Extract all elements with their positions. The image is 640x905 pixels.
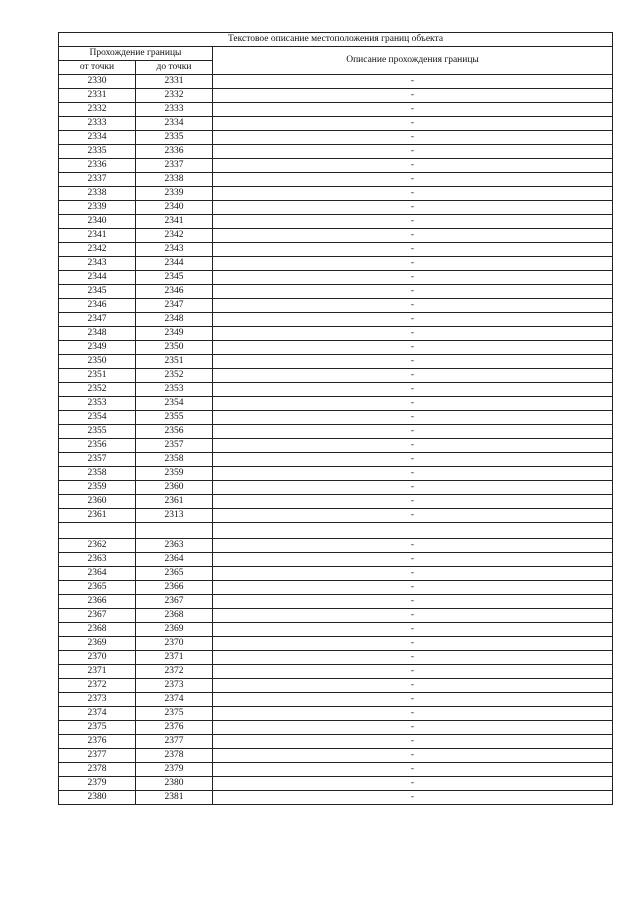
table-row [59,679,613,693]
table-row [59,749,613,763]
to-point-cell: 2379 [136,763,213,777]
blank-separator-row [59,523,613,539]
description-cell: - [213,411,613,425]
to-point-cell: 2331 [136,75,213,89]
to-point-cell: 2376 [136,721,213,735]
from-point-cell: 2370 [59,651,136,665]
to-point-cell: 2338 [136,173,213,187]
from-point-cell: 2358 [59,467,136,481]
from-point-cell: 2356 [59,439,136,453]
from-point-cell: 2331 [59,89,136,103]
from-point-cell: 2347 [59,313,136,327]
to-point-cell: 2355 [136,411,213,425]
table-caption: Текстовое описание местоположения границ объекта [59,33,613,47]
description-cell: - [213,257,613,271]
description-header: Описание прохождения границы [213,47,613,75]
from-point-cell: 2344 [59,271,136,285]
to-point-cell: 2339 [136,187,213,201]
table-row [59,75,613,89]
from-point-cell: 2371 [59,665,136,679]
to-point-cell: 2368 [136,609,213,623]
to-point-cell: 2349 [136,327,213,341]
to-point-cell: 2371 [136,651,213,665]
table-row [59,187,613,201]
to-point-cell: 2332 [136,89,213,103]
to-point-cell: 2344 [136,257,213,271]
description-cell: - [213,763,613,777]
from-point-cell: 2332 [59,103,136,117]
from-point-cell: 2378 [59,763,136,777]
table-row [59,735,613,749]
to-point-cell: 2340 [136,201,213,215]
to-point-cell: 2334 [136,117,213,131]
table-row [59,495,613,509]
description-cell: - [213,595,613,609]
table-row [59,355,613,369]
table-row [59,509,613,523]
description-cell: - [213,693,613,707]
table-row [59,229,613,243]
table-row [59,313,613,327]
from-point-cell: 2364 [59,567,136,581]
to-point-cell: 2358 [136,453,213,467]
from-point-cell: 2354 [59,411,136,425]
from-point-cell: 2345 [59,285,136,299]
table-row [59,327,613,341]
from-point-header: от точки [59,61,136,75]
table-row [59,117,613,131]
description-cell: - [213,201,613,215]
table-row [59,243,613,257]
from-point-cell: 2375 [59,721,136,735]
from-point-cell: 2372 [59,679,136,693]
description-cell: - [213,707,613,721]
rows-part-2 [59,539,613,805]
table-row [59,553,613,567]
description-cell: - [213,509,613,523]
from-point-cell: 2330 [59,75,136,89]
from-point-cell: 2335 [59,145,136,159]
description-cell: - [213,651,613,665]
to-point-cell: 2347 [136,299,213,313]
to-point-cell: 2367 [136,595,213,609]
table-row [59,721,613,735]
to-point-cell: 2372 [136,665,213,679]
to-point-cell: 2353 [136,383,213,397]
to-point-cell: 2361 [136,495,213,509]
table-row [59,173,613,187]
description-cell: - [213,285,613,299]
to-point-cell: 2363 [136,539,213,553]
to-point-cell: 2350 [136,341,213,355]
description-cell: - [213,103,613,117]
blank-cell [213,523,613,539]
table-row [59,341,613,355]
table-row [59,285,613,299]
from-point-cell: 2355 [59,425,136,439]
to-point-cell: 2356 [136,425,213,439]
table-row [59,595,613,609]
table-row [59,707,613,721]
table-row [59,637,613,651]
to-point-cell: 2370 [136,637,213,651]
description-cell: - [213,623,613,637]
description-cell: - [213,243,613,257]
description-cell: - [213,313,613,327]
to-point-cell: 2365 [136,567,213,581]
description-cell: - [213,299,613,313]
to-point-cell: 2336 [136,145,213,159]
description-cell: - [213,439,613,453]
from-point-cell: 2352 [59,383,136,397]
table-row [59,763,613,777]
table-row [59,453,613,467]
description-cell: - [213,777,613,791]
to-point-cell: 2348 [136,313,213,327]
table-row [59,411,613,425]
description-cell: - [213,271,613,285]
from-point-cell: 2336 [59,159,136,173]
description-cell: - [213,735,613,749]
description-cell: - [213,215,613,229]
to-point-cell: 2374 [136,693,213,707]
to-point-cell: 2366 [136,581,213,595]
blank-cell [59,523,136,539]
table-row [59,567,613,581]
to-point-cell: 2357 [136,439,213,453]
to-point-cell: 2341 [136,215,213,229]
description-cell: - [213,89,613,103]
to-point-cell: 2343 [136,243,213,257]
table-row [59,215,613,229]
to-point-cell: 2335 [136,131,213,145]
table-row [59,257,613,271]
to-point-cell: 2337 [136,159,213,173]
table-row [59,439,613,453]
description-cell: - [213,355,613,369]
to-point-cell: 2359 [136,467,213,481]
description-cell: - [213,145,613,159]
table-row [59,665,613,679]
description-cell: - [213,229,613,243]
to-point-cell: 2380 [136,777,213,791]
table-row [59,609,613,623]
table-row [59,369,613,383]
to-point-header: до точки [136,61,213,75]
blank-cell [136,523,213,539]
from-point-cell: 2350 [59,355,136,369]
description-cell: - [213,117,613,131]
to-point-cell: 2313 [136,509,213,523]
from-point-cell: 2341 [59,229,136,243]
table-row [59,581,613,595]
description-cell: - [213,637,613,651]
table-row [59,623,613,637]
description-cell: - [213,159,613,173]
from-point-cell: 2376 [59,735,136,749]
table-row [59,271,613,285]
description-cell: - [213,609,613,623]
description-cell: - [213,539,613,553]
description-cell: - [213,495,613,509]
description-cell: - [213,425,613,439]
from-point-cell: 2348 [59,327,136,341]
to-point-cell: 2378 [136,749,213,763]
rows-part-1 [59,75,613,523]
boundary-description-table [58,32,613,805]
to-point-cell: 2381 [136,791,213,805]
from-point-cell: 2362 [59,539,136,553]
from-point-cell: 2369 [59,637,136,651]
description-cell: - [213,397,613,411]
to-point-cell: 2346 [136,285,213,299]
description-cell: - [213,567,613,581]
from-point-cell: 2374 [59,707,136,721]
table-row [59,103,613,117]
from-point-cell: 2361 [59,509,136,523]
table-row [59,131,613,145]
from-point-cell: 2351 [59,369,136,383]
from-point-cell: 2379 [59,777,136,791]
description-cell: - [213,467,613,481]
description-cell: - [213,749,613,763]
table-row [59,201,613,215]
description-cell: - [213,75,613,89]
table-row [59,481,613,495]
to-point-cell: 2354 [136,397,213,411]
from-point-cell: 2349 [59,341,136,355]
from-point-cell: 2334 [59,131,136,145]
table-row [59,539,613,553]
table-row [59,693,613,707]
table-row [59,467,613,481]
description-cell: - [213,383,613,397]
description-cell: - [213,327,613,341]
table-row [59,397,613,411]
table-row [59,791,613,805]
description-cell: - [213,581,613,595]
description-cell: - [213,665,613,679]
separator-section [59,523,613,539]
from-point-cell: 2340 [59,215,136,229]
to-point-cell: 2364 [136,553,213,567]
from-point-cell: 2353 [59,397,136,411]
description-cell: - [213,453,613,467]
table-row [59,425,613,439]
to-point-cell: 2333 [136,103,213,117]
from-point-cell: 2380 [59,791,136,805]
to-point-cell: 2345 [136,271,213,285]
description-cell: - [213,173,613,187]
description-cell: - [213,679,613,693]
description-cell: - [213,369,613,383]
passage-header: Прохождение границы [59,47,213,61]
from-point-cell: 2338 [59,187,136,201]
from-point-cell: 2359 [59,481,136,495]
description-cell: - [213,481,613,495]
description-cell: - [213,341,613,355]
table-row [59,651,613,665]
table-row [59,383,613,397]
description-cell: - [213,721,613,735]
table-row [59,777,613,791]
description-cell: - [213,553,613,567]
from-point-cell: 2333 [59,117,136,131]
from-point-cell: 2343 [59,257,136,271]
table-row [59,159,613,173]
from-point-cell: 2342 [59,243,136,257]
to-point-cell: 2352 [136,369,213,383]
from-point-cell: 2337 [59,173,136,187]
to-point-cell: 2373 [136,679,213,693]
table-row [59,299,613,313]
description-cell: - [213,131,613,145]
from-point-cell: 2367 [59,609,136,623]
from-point-cell: 2346 [59,299,136,313]
from-point-cell: 2357 [59,453,136,467]
to-point-cell: 2377 [136,735,213,749]
table-row [59,145,613,159]
from-point-cell: 2377 [59,749,136,763]
description-cell: - [213,791,613,805]
from-point-cell: 2365 [59,581,136,595]
to-point-cell: 2375 [136,707,213,721]
to-point-cell: 2351 [136,355,213,369]
from-point-cell: 2360 [59,495,136,509]
to-point-cell: 2360 [136,481,213,495]
from-point-cell: 2373 [59,693,136,707]
to-point-cell: 2342 [136,229,213,243]
from-point-cell: 2368 [59,623,136,637]
description-cell: - [213,187,613,201]
from-point-cell: 2366 [59,595,136,609]
to-point-cell: 2369 [136,623,213,637]
from-point-cell: 2363 [59,553,136,567]
table-row [59,89,613,103]
from-point-cell: 2339 [59,201,136,215]
